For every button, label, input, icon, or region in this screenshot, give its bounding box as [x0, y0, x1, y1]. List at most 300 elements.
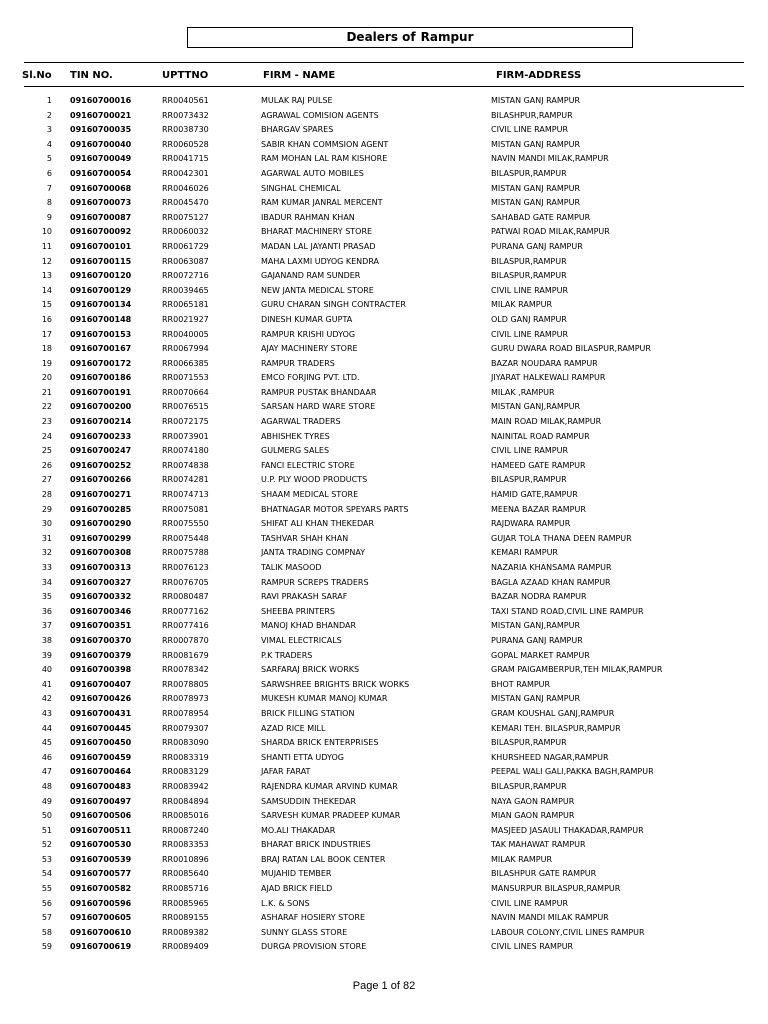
- cell-sl-no: 38: [41, 635, 52, 645]
- cell-upttno: RR0007870: [162, 635, 209, 645]
- table-row: [0, 284, 768, 299]
- cell-upttno: RR0066385: [162, 358, 209, 368]
- cell-firm-name: AJAD BRICK FIELD: [261, 884, 333, 894]
- cell-upttno: RR0078805: [162, 679, 209, 689]
- cell-sl-no: 25: [41, 446, 52, 456]
- table-row: [0, 780, 768, 795]
- cell-firm-name: RAM MOHAN LAL RAM KISHORE: [261, 154, 388, 164]
- cell-firm-name: MUKESH KUMAR MANOJ KUMAR: [261, 694, 388, 704]
- cell-tin-no: 09160700596: [70, 898, 132, 908]
- cell-tin-no: 09160700247: [70, 446, 132, 456]
- cell-upttno: RR0010896: [162, 854, 209, 864]
- cell-tin-no: 09160700431: [70, 708, 132, 718]
- table-row: [0, 911, 768, 926]
- cell-firm-address: NAYA GAON RAMPUR: [491, 796, 575, 806]
- cell-firm-name: SABIR KHAN COMMSION AGENT: [261, 139, 389, 149]
- cell-firm-name: NEW JANTA MEDICAL STORE: [261, 285, 374, 295]
- cell-tin-no: 09160700290: [70, 519, 132, 529]
- cell-firm-name: ABHISHEK TYRES: [261, 431, 330, 441]
- table-row: [0, 444, 768, 459]
- cell-firm-name: DURGA PROVISION STORE: [261, 942, 367, 952]
- cell-firm-address: BILASHPUR GATE RAMPUR: [491, 869, 597, 879]
- table-row: [0, 897, 768, 912]
- cell-tin-no: 09160700299: [70, 533, 132, 543]
- cell-sl-no: 13: [41, 271, 52, 281]
- cell-firm-address: MISTAN GANJ RAMPUR: [491, 139, 581, 149]
- table-row: [0, 488, 768, 503]
- cell-firm-address: MILAK ,RAMPUR: [491, 387, 555, 397]
- cell-sl-no: 43: [41, 708, 52, 718]
- cell-firm-name: MUJAHID TEMBER: [261, 869, 332, 879]
- cell-upttno: RR0041715: [162, 154, 209, 164]
- cell-firm-name: RAMPUR SCREPS TRADERS: [261, 577, 369, 587]
- cell-tin-no: 09160700148: [70, 314, 132, 324]
- cell-firm-address: TAXI STAND ROAD,CIVIL LINE RAMPUR: [491, 606, 644, 616]
- cell-upttno: RR0085016: [162, 811, 209, 821]
- cell-sl-no: 26: [41, 460, 52, 470]
- cell-tin-no: 09160700285: [70, 504, 132, 514]
- cell-firm-name: SAMSUDDIN THEKEDAR: [261, 796, 357, 806]
- cell-sl-no: 37: [41, 621, 52, 631]
- cell-sl-no: 21: [41, 387, 52, 397]
- cell-upttno: RR0083942: [162, 781, 209, 791]
- table-row: [0, 678, 768, 693]
- cell-tin-no: 09160700092: [70, 227, 132, 237]
- cell-tin-no: 09160700370: [70, 635, 132, 645]
- cell-firm-address: CIVIL LINE RAMPUR: [491, 446, 569, 456]
- cell-sl-no: 12: [41, 256, 52, 266]
- cell-tin-no: 09160700464: [70, 767, 132, 777]
- cell-upttno: RR0072716: [162, 271, 209, 281]
- cell-firm-address: GOPAL MARKET RAMPUR: [491, 650, 590, 660]
- cell-tin-no: 09160700483: [70, 781, 132, 791]
- cell-upttno: RR0075127: [162, 212, 209, 222]
- table-row: [0, 255, 768, 270]
- cell-firm-name: MANOJ KHAD BHANDAR: [261, 621, 357, 631]
- page-number: Page 1 of 82: [352, 980, 416, 992]
- cell-firm-name: JAFAR FARAT: [261, 767, 311, 777]
- cell-sl-no: 58: [41, 927, 52, 937]
- cell-sl-no: 45: [41, 738, 52, 748]
- header-firm-address: FIRM-ADDRESS: [496, 70, 582, 81]
- table-row: [0, 926, 768, 941]
- cell-upttno: RR0085640: [162, 869, 209, 879]
- cell-upttno: RR0081679: [162, 650, 209, 660]
- top-rule: [24, 62, 744, 63]
- cell-firm-name: BRICK FILLING STATION: [261, 708, 355, 718]
- cell-tin-no: 09160700134: [70, 300, 132, 310]
- cell-firm-address: CIVIL LINE RAMPUR: [491, 125, 569, 135]
- cell-upttno: RR0079307: [162, 723, 209, 733]
- table-row: [0, 517, 768, 532]
- cell-sl-no: 54: [41, 869, 52, 879]
- cell-upttno: RR0070664: [162, 387, 209, 397]
- cell-tin-no: 09160700266: [70, 475, 132, 485]
- table-row: [0, 371, 768, 386]
- cell-upttno: RR0046026: [162, 183, 209, 193]
- cell-firm-address: SAHABAD GATE RAMPUR: [491, 212, 591, 222]
- cell-tin-no: 09160700129: [70, 285, 132, 295]
- cell-upttno: RR0021927: [162, 314, 209, 324]
- cell-sl-no: 7: [46, 183, 52, 193]
- cell-firm-address: NAINITAL ROAD RAMPUR: [491, 431, 590, 441]
- cell-tin-no: 09160700167: [70, 344, 132, 354]
- cell-firm-name: P.K TRADERS: [261, 650, 313, 660]
- cell-firm-address: BILASPUR,RAMPUR: [491, 168, 567, 178]
- table-row: [0, 795, 768, 810]
- cell-upttno: RR0074281: [162, 475, 209, 485]
- cell-upttno: RR0061729: [162, 241, 209, 251]
- cell-tin-no: 09160700539: [70, 854, 132, 864]
- table-row: [0, 532, 768, 547]
- cell-upttno: RR0089382: [162, 927, 209, 937]
- cell-firm-address: CIVIL LINE RAMPUR: [491, 285, 569, 295]
- cell-firm-name: MAHA LAXMI UDYOG KENDRA: [261, 256, 380, 266]
- cell-tin-no: 09160700172: [70, 358, 132, 368]
- cell-upttno: RR0077162: [162, 606, 209, 616]
- cell-firm-name: RAJENDRA KUMAR ARVIND KUMAR: [261, 781, 398, 791]
- cell-firm-address: NAVIN MANDI MILAK RAMPUR: [491, 913, 609, 923]
- header-firm-name: FIRM - NAME: [263, 70, 336, 81]
- table-row: [0, 590, 768, 605]
- cell-firm-name: GAJANAND RAM SUNDER: [261, 271, 361, 281]
- cell-firm-address: MILAK RAMPUR: [491, 854, 553, 864]
- table-row: [0, 765, 768, 780]
- cell-upttno: RR0076123: [162, 563, 209, 572]
- cell-tin-no: 09160700605: [70, 913, 132, 923]
- cell-sl-no: 28: [41, 490, 52, 500]
- cell-sl-no: 59: [41, 942, 52, 952]
- cell-upttno: RR0075550: [162, 519, 209, 529]
- cell-firm-name: L.K. & SONS: [261, 898, 310, 908]
- cell-firm-name: GURU CHARAN SINGH CONTRACTER: [261, 300, 406, 310]
- cell-upttno: RR0078342: [162, 665, 209, 675]
- cell-firm-address: KEMARI TEH. BILASPUR,RAMPUR: [491, 723, 621, 733]
- cell-firm-name: BHARAT MACHINERY STORE: [261, 227, 373, 237]
- cell-tin-no: 09160700054: [70, 168, 132, 178]
- cell-firm-address: RAJDWARA RAMPUR: [491, 519, 571, 529]
- cell-upttno: RR0075081: [162, 504, 209, 514]
- cell-sl-no: 8: [46, 198, 52, 208]
- cell-sl-no: 5: [46, 154, 52, 164]
- cell-sl-no: 49: [41, 796, 52, 806]
- cell-firm-address: BILASPUR,RAMPUR: [491, 256, 567, 266]
- cell-firm-address: BAZAR NODRA RAMPUR: [491, 592, 587, 602]
- cell-sl-no: 52: [41, 840, 52, 850]
- cell-firm-name: SARVESH KUMAR PRADEEP KUMAR: [261, 811, 401, 821]
- cell-firm-address: BAGLA AZAAD KHAN RAMPUR: [491, 577, 611, 587]
- cell-upttno: RR0085716: [162, 884, 209, 894]
- table-row: [0, 546, 768, 561]
- cell-tin-no: 09160700087: [70, 212, 132, 222]
- cell-firm-address: MISTAN GANJ RAMPUR: [491, 198, 581, 208]
- cell-firm-name: MADAN LAL JAYANTI PRASAD: [261, 241, 376, 251]
- cell-firm-name: BHATNAGAR MOTOR SPEYARS PARTS: [261, 504, 409, 514]
- cell-upttno: RR0077416: [162, 621, 209, 631]
- cell-firm-name: AZAD RICE MILL: [261, 723, 326, 733]
- cell-upttno: RR0074713: [162, 490, 209, 500]
- table-row: [0, 809, 768, 824]
- table-row: [0, 328, 768, 343]
- cell-sl-no: 14: [41, 285, 52, 295]
- cell-firm-address: CIVIL LINE RAMPUR: [491, 898, 569, 908]
- cell-sl-no: 44: [41, 723, 52, 733]
- cell-tin-no: 09160700186: [70, 373, 132, 383]
- header-upttno: UPTTNO: [162, 70, 209, 81]
- cell-upttno: RR0040561: [162, 96, 209, 105]
- cell-tin-no: 09160700530: [70, 840, 132, 850]
- cell-sl-no: 20: [41, 373, 52, 383]
- table-row: [0, 240, 768, 255]
- cell-firm-name: SHARDA BRICK ENTERPRISES: [261, 738, 379, 748]
- cell-tin-no: 09160700619: [70, 942, 132, 952]
- table-row: [0, 357, 768, 372]
- cell-sl-no: 1: [46, 96, 52, 105]
- header-rule: [24, 86, 744, 87]
- table-row: [0, 313, 768, 328]
- table-row: [0, 182, 768, 197]
- cell-firm-name: VIMAL ELECTRICALS: [261, 635, 342, 645]
- cell-firm-name: SHEEBA PRINTERS: [261, 606, 336, 616]
- cell-tin-no: 09160700450: [70, 738, 132, 748]
- cell-sl-no: 40: [41, 665, 52, 675]
- cell-firm-address: MISTAN GANJ,RAMPUR: [491, 402, 581, 412]
- cell-firm-name: SHAAM MEDICAL STORE: [261, 490, 359, 500]
- cell-upttno: RR0042301: [162, 168, 209, 178]
- cell-firm-name: SINGHAL CHEMICAL: [261, 183, 341, 193]
- cell-firm-name: AJAY MACHINERY STORE: [261, 344, 358, 354]
- cell-upttno: RR0089409: [162, 942, 209, 952]
- cell-sl-no: 30: [41, 519, 52, 529]
- cell-firm-address: MIAN GAON RAMPUR: [491, 811, 575, 821]
- table-row: [0, 430, 768, 445]
- cell-firm-address: TAK MAHAWAT RAMPUR: [491, 840, 586, 850]
- cell-sl-no: 24: [41, 431, 52, 441]
- cell-tin-no: 09160700233: [70, 431, 132, 441]
- cell-firm-address: MANSURPUR BILASPUR,RAMPUR: [491, 884, 621, 894]
- cell-firm-name: BRAJ RATAN LAL BOOK CENTER: [261, 854, 386, 864]
- cell-tin-no: 09160700426: [70, 694, 132, 704]
- cell-firm-address: BAZAR NOUDARA RAMPUR: [491, 358, 598, 368]
- cell-tin-no: 09160700040: [70, 139, 132, 149]
- table-row: [0, 940, 768, 955]
- table-row: [0, 576, 768, 591]
- header-tin-no: TIN NO.: [70, 70, 113, 81]
- cell-tin-no: 09160700459: [70, 752, 132, 762]
- cell-upttno: RR0073432: [162, 110, 209, 120]
- cell-tin-no: 09160700073: [70, 198, 132, 208]
- cell-tin-no: 09160700398: [70, 665, 132, 675]
- cell-firm-address: GURU DWARA ROAD BILASPUR,RAMPUR: [491, 344, 651, 354]
- table-row: [0, 605, 768, 620]
- cell-firm-name: IBADUR RAHMAN KHAN: [261, 212, 355, 222]
- cell-tin-no: 09160700049: [70, 154, 132, 164]
- cell-upttno: RR0083353: [162, 840, 209, 850]
- cell-firm-address: MEENA BAZAR RAMPUR: [491, 504, 586, 514]
- cell-upttno: RR0071553: [162, 373, 209, 383]
- table-row: [0, 663, 768, 678]
- cell-sl-no: 39: [41, 650, 52, 660]
- cell-upttno: RR0075448: [162, 533, 209, 543]
- cell-firm-address: BILASHPUR,RAMPUR: [491, 110, 573, 120]
- page-title: [187, 27, 633, 48]
- cell-firm-name: AGARWAL TRADERS: [261, 417, 341, 427]
- cell-sl-no: 41: [41, 679, 52, 689]
- cell-firm-address: BHOT RAMPUR: [491, 679, 551, 689]
- cell-firm-address: HAMID GATE,RAMPUR: [491, 490, 578, 500]
- cell-upttno: RR0073901: [162, 431, 209, 441]
- cell-upttno: RR0083319: [162, 752, 209, 762]
- cell-tin-no: 09160700068: [70, 183, 132, 193]
- cell-firm-name: AGARWAL AUTO MOBILES: [261, 168, 364, 178]
- cell-firm-address: MISTAN GANJ RAMPUR: [491, 183, 581, 193]
- cell-tin-no: 09160700445: [70, 723, 132, 733]
- table-row: [0, 415, 768, 430]
- cell-firm-name: MULAK RAJ PULSE: [261, 96, 333, 105]
- cell-upttno: RR0085965: [162, 898, 209, 908]
- cell-sl-no: 9: [46, 212, 52, 222]
- table-row: [0, 94, 768, 109]
- cell-firm-address: GRAM KOUSHAL GANJ,RAMPUR: [491, 708, 615, 718]
- cell-tin-no: 09160700346: [70, 606, 132, 616]
- table-row: [0, 225, 768, 240]
- table-row: [0, 707, 768, 722]
- cell-sl-no: 19: [41, 358, 52, 368]
- table-row: [0, 386, 768, 401]
- cell-tin-no: 09160700035: [70, 125, 132, 135]
- title-place: Rampur: [420, 30, 474, 44]
- cell-firm-address: MILAK RAMPUR: [491, 300, 553, 310]
- cell-firm-name: SARWSHREE BRIGHTS BRICK WORKS: [261, 679, 410, 689]
- cell-tin-no: 09160700582: [70, 884, 132, 894]
- cell-firm-address: JIYARAT HALKEWALI RAMPUR: [491, 373, 606, 383]
- table-row: [0, 152, 768, 167]
- cell-sl-no: 57: [41, 913, 52, 923]
- cell-firm-address: CIVIL LINE RAMPUR: [491, 329, 569, 339]
- cell-sl-no: 23: [41, 417, 52, 427]
- cell-firm-address: PATWAI ROAD MILAK,RAMPUR: [491, 227, 610, 237]
- cell-sl-no: 42: [41, 694, 52, 704]
- cell-tin-no: 09160700577: [70, 869, 132, 879]
- table-row: [0, 736, 768, 751]
- cell-tin-no: 09160700016: [70, 96, 132, 105]
- table-row: [0, 459, 768, 474]
- cell-firm-address: BILASPUR,RAMPUR: [491, 271, 567, 281]
- cell-upttno: RR0087240: [162, 825, 209, 835]
- cell-firm-address: MAIN ROAD MILAK,RAMPUR: [491, 417, 602, 427]
- cell-sl-no: 27: [41, 475, 52, 485]
- cell-firm-address: GRAM PAIGAMBERPUR,TEH MILAK,RAMPUR: [491, 665, 663, 675]
- table-row: [0, 619, 768, 634]
- cell-sl-no: 11: [41, 241, 52, 251]
- cell-tin-no: 09160700120: [70, 271, 132, 281]
- cell-sl-no: 51: [41, 825, 52, 835]
- cell-firm-address: LABOUR COLONY,CIVIL LINES RAMPUR: [491, 927, 645, 937]
- cell-tin-no: 09160700327: [70, 577, 132, 587]
- cell-firm-address: PURANA GANJ RAMPUR: [491, 241, 583, 251]
- cell-firm-name: TASHVAR SHAH KHAN: [261, 533, 349, 543]
- cell-tin-no: 09160700313: [70, 563, 132, 572]
- cell-tin-no: 09160700115: [70, 256, 132, 266]
- table-row: [0, 473, 768, 488]
- cell-sl-no: 47: [41, 767, 52, 777]
- cell-sl-no: 22: [41, 402, 52, 412]
- cell-sl-no: 36: [41, 606, 52, 616]
- cell-firm-address: GUJAR TOLA THANA DEEN RAMPUR: [491, 533, 632, 543]
- cell-firm-name: SARFARAJ BRICK WORKS: [261, 665, 360, 675]
- cell-tin-no: 09160700214: [70, 417, 132, 427]
- cell-tin-no: 09160700191: [70, 387, 132, 397]
- cell-tin-no: 09160700200: [70, 402, 132, 412]
- cell-sl-no: 53: [41, 854, 52, 864]
- cell-upttno: RR0038730: [162, 125, 209, 135]
- cell-firm-name: BHARGAV SPARES: [261, 125, 334, 135]
- cell-sl-no: 17: [41, 329, 52, 339]
- cell-firm-address: MISTAN GANJ,RAMPUR: [491, 621, 581, 631]
- table-row: [0, 503, 768, 518]
- table-row: [0, 853, 768, 868]
- table-row: [0, 196, 768, 211]
- cell-firm-address: MISTAN GANJ RAMPUR: [491, 694, 581, 704]
- table-row: [0, 269, 768, 284]
- table-row: [0, 722, 768, 737]
- cell-firm-name: RAM KUMAR JANRAL MERCENT: [261, 198, 383, 208]
- table-row: [0, 692, 768, 707]
- table-row: [0, 400, 768, 415]
- table-row: [0, 751, 768, 766]
- dealer-table-body: [0, 94, 768, 955]
- cell-firm-address: BILASPUR,RAMPUR: [491, 738, 567, 748]
- cell-sl-no: 2: [46, 110, 52, 120]
- cell-sl-no: 16: [41, 314, 52, 324]
- table-row: [0, 123, 768, 138]
- cell-firm-address: PURANA GANJ RAMPUR: [491, 635, 583, 645]
- cell-sl-no: 29: [41, 504, 52, 514]
- cell-tin-no: 09160700021: [70, 110, 132, 120]
- cell-firm-name: DINESH KUMAR GUPTA: [261, 314, 353, 324]
- cell-sl-no: 3: [46, 125, 52, 135]
- cell-tin-no: 09160700379: [70, 650, 132, 660]
- cell-upttno: RR0078954: [162, 708, 209, 718]
- cell-firm-name: SARSAN HARD WARE STORE: [261, 402, 376, 412]
- cell-tin-no: 09160700332: [70, 592, 132, 602]
- cell-firm-name: RAMPUR TRADERS: [261, 358, 335, 368]
- cell-upttno: RR0083090: [162, 738, 209, 748]
- cell-firm-address: NAZARIA KHANSAMA RAMPUR: [491, 563, 612, 572]
- cell-firm-address: CIVIL LINES RAMPUR: [491, 942, 574, 952]
- cell-firm-name: RAMPUR KRISHI UDYOG: [261, 329, 356, 339]
- cell-firm-address: PEEPAL WALI GALI,PAKKA BAGH,RAMPUR: [491, 767, 654, 777]
- cell-upttno: RR0060528: [162, 139, 209, 149]
- cell-firm-name: SUNNY GLASS STORE: [261, 927, 348, 937]
- cell-firm-name: JANTA TRADING COMPNAY: [261, 548, 366, 558]
- cell-tin-no: 09160700308: [70, 548, 132, 558]
- cell-tin-no: 09160700153: [70, 329, 132, 339]
- cell-tin-no: 09160700610: [70, 927, 132, 937]
- cell-firm-name: RAMPUR PUSTAK BHANDAAR: [261, 387, 377, 397]
- table-row: [0, 882, 768, 897]
- cell-firm-name: TALIK MASOOD: [261, 563, 322, 572]
- table-row: [0, 561, 768, 576]
- cell-tin-no: 09160700271: [70, 490, 132, 500]
- cell-tin-no: 09160700511: [70, 825, 132, 835]
- cell-firm-address: NAVIN MANDI MILAK,RAMPUR: [491, 154, 609, 164]
- cell-upttno: RR0080487: [162, 592, 209, 602]
- cell-sl-no: 56: [41, 898, 52, 908]
- cell-sl-no: 18: [41, 344, 52, 354]
- cell-sl-no: 10: [41, 227, 52, 237]
- cell-tin-no: 09160700351: [70, 621, 132, 631]
